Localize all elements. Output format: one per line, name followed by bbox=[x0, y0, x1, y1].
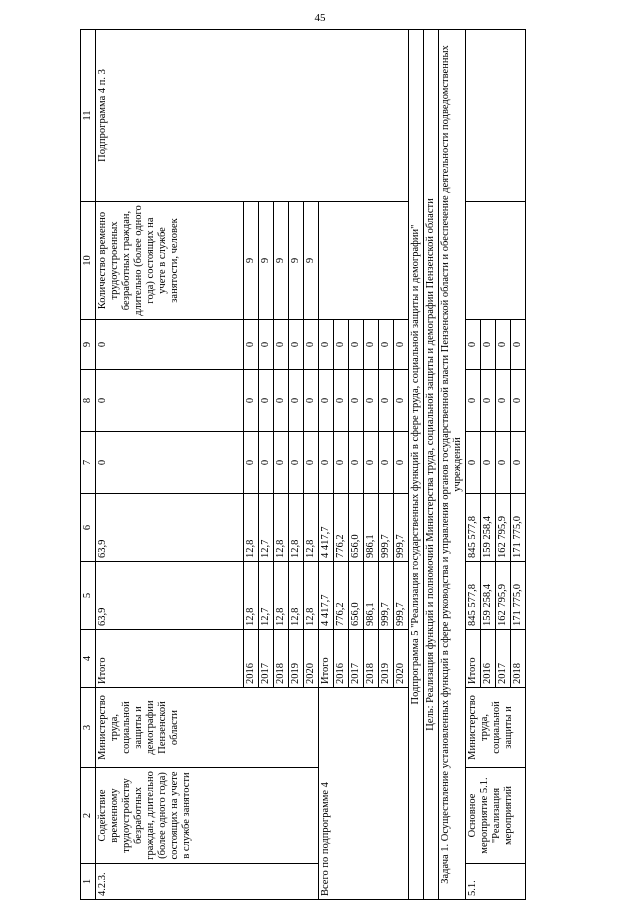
value-cell: 9 bbox=[289, 202, 304, 320]
col-header: 9 bbox=[81, 320, 96, 370]
goal-text: Цель: Реализация функций и полномочий Министерства труда, социальной защиты и демографии Пензенской области bbox=[424, 30, 439, 900]
value-cell: 0 bbox=[274, 432, 289, 494]
value-cell: 999,7 bbox=[379, 494, 394, 562]
subprogram-total-label: Всего по подпрограмме 4 bbox=[319, 688, 409, 900]
measure-name: Содействие временному трудоустройству безработных граждан, длительно (более одного года) состоящих на учете в службе занятости bbox=[96, 768, 319, 864]
value-cell: 0 bbox=[244, 432, 259, 494]
col-header: 6 bbox=[81, 494, 96, 562]
table-wrapper bbox=[80, 30, 640, 900]
empty-cell bbox=[466, 30, 526, 202]
value-cell: 12,8 bbox=[304, 494, 319, 562]
value-cell: 0 bbox=[259, 370, 274, 432]
value-cell: 0 bbox=[96, 432, 244, 494]
value-cell: 845 577,8 bbox=[466, 562, 481, 630]
value-cell: 656,0 bbox=[349, 494, 364, 562]
program-link: Подпрограмма 4 п. 3 bbox=[96, 30, 409, 202]
value-cell: 0 bbox=[496, 370, 511, 432]
value-cell: 9 bbox=[304, 202, 319, 320]
year-cell: 2018 bbox=[364, 630, 379, 688]
executor: Министерство труда, социальной защиты и bbox=[466, 688, 526, 768]
value-cell: 0 bbox=[364, 320, 379, 370]
col-header: 7 bbox=[81, 432, 96, 494]
value-cell: 0 bbox=[496, 432, 511, 494]
value-cell: 0 bbox=[481, 432, 496, 494]
rotated-table-area bbox=[80, 30, 640, 900]
value-cell: 162 795,9 bbox=[496, 494, 511, 562]
value-cell: 0 bbox=[334, 432, 349, 494]
col-header: 11 bbox=[81, 30, 96, 202]
value-cell: 159 258,4 bbox=[481, 494, 496, 562]
col-header: 3 bbox=[81, 688, 96, 768]
value-cell: 776,2 bbox=[334, 494, 349, 562]
col-header: 5 bbox=[81, 562, 96, 630]
value-cell: 0 bbox=[244, 320, 259, 370]
year-cell: 2018 bbox=[511, 630, 526, 688]
value-cell: 0 bbox=[349, 320, 364, 370]
value-cell: 0 bbox=[481, 370, 496, 432]
value-cell: 0 bbox=[349, 432, 364, 494]
value-cell: 4 417,7 bbox=[319, 562, 334, 630]
value-cell: 999,7 bbox=[394, 494, 409, 562]
year-cell: Итого bbox=[96, 630, 244, 688]
year-cell: 2019 bbox=[289, 630, 304, 688]
value-cell: 0 bbox=[511, 432, 526, 494]
value-cell: 0 bbox=[334, 370, 349, 432]
value-cell: 171 775,0 bbox=[511, 494, 526, 562]
col-header: 2 bbox=[81, 768, 96, 864]
value-cell: 0 bbox=[394, 320, 409, 370]
year-cell: 2016 bbox=[334, 630, 349, 688]
value-cell: 0 bbox=[334, 320, 349, 370]
year-cell: 2016 bbox=[244, 630, 259, 688]
col-header: 4 bbox=[81, 630, 96, 688]
value-cell: 63,9 bbox=[96, 562, 244, 630]
value-cell: 9 bbox=[244, 202, 259, 320]
value-cell: 0 bbox=[511, 370, 526, 432]
value-cell: 0 bbox=[379, 370, 394, 432]
col-header: 1 bbox=[81, 864, 96, 900]
value-cell: 0 bbox=[289, 370, 304, 432]
value-cell: 0 bbox=[259, 432, 274, 494]
value-cell: 0 bbox=[244, 370, 259, 432]
value-cell: 0 bbox=[274, 370, 289, 432]
value-cell: 0 bbox=[319, 370, 334, 432]
value-cell: 0 bbox=[466, 432, 481, 494]
value-cell: 63,9 bbox=[96, 494, 244, 562]
value-cell: 0 bbox=[511, 320, 526, 370]
value-cell: 0 bbox=[96, 370, 244, 432]
value-cell: 0 bbox=[304, 432, 319, 494]
value-cell: 12,7 bbox=[259, 562, 274, 630]
empty-cell bbox=[319, 202, 409, 320]
value-cell: 0 bbox=[466, 320, 481, 370]
value-cell: 0 bbox=[304, 370, 319, 432]
value-cell: 0 bbox=[379, 432, 394, 494]
year-cell: 2020 bbox=[304, 630, 319, 688]
indicator-cell: Количество временно трудоустроенных безработных граждан, длительно (более одного года) состоящих на учете в службе занятости, человек bbox=[96, 202, 244, 320]
year-cell: 2017 bbox=[496, 630, 511, 688]
value-cell: 656,0 bbox=[349, 562, 364, 630]
executor: Министерство труда, социальной защиты и демографии Пензенской области bbox=[96, 688, 319, 768]
value-cell: 9 bbox=[259, 202, 274, 320]
section-row bbox=[409, 30, 424, 900]
col-header: 10 bbox=[81, 202, 96, 320]
row-number: 4.2.3. bbox=[96, 864, 319, 900]
table-row bbox=[466, 30, 481, 900]
program-table bbox=[80, 29, 526, 900]
value-cell: 0 bbox=[274, 320, 289, 370]
year-cell: Итого bbox=[319, 630, 334, 688]
value-cell: 0 bbox=[364, 370, 379, 432]
value-cell: 986,1 bbox=[364, 494, 379, 562]
value-cell: 0 bbox=[481, 320, 496, 370]
header-row bbox=[81, 30, 96, 900]
value-cell: 12,8 bbox=[274, 494, 289, 562]
value-cell: 0 bbox=[379, 320, 394, 370]
year-cell: 2016 bbox=[481, 630, 496, 688]
value-cell: 12,8 bbox=[304, 562, 319, 630]
value-cell: 159 258,4 bbox=[481, 562, 496, 630]
value-cell: 776,2 bbox=[334, 562, 349, 630]
value-cell: 999,7 bbox=[379, 562, 394, 630]
year-cell: 2019 bbox=[379, 630, 394, 688]
page-number: 45 bbox=[314, 12, 326, 24]
subprogram-title: Подпрограмма 5 "Реализация государственных функций в сфере труда, социальной защиты и демографии" bbox=[409, 30, 424, 900]
value-cell: 0 bbox=[319, 320, 334, 370]
value-cell: 0 bbox=[319, 432, 334, 494]
year-cell: 2020 bbox=[394, 630, 409, 688]
value-cell: 0 bbox=[364, 432, 379, 494]
value-cell: 4 417,7 bbox=[319, 494, 334, 562]
value-cell: 0 bbox=[496, 320, 511, 370]
row-number: 5.1. bbox=[466, 864, 526, 900]
year-cell: Итого bbox=[466, 630, 481, 688]
value-cell: 0 bbox=[96, 320, 244, 370]
task-text: Задача 1. Осуществление установленных функций в сфере руководства и управления органов государственной власти Пензенской области и обеспечение деятельности подведомственных учреждений bbox=[439, 30, 466, 900]
value-cell: 0 bbox=[304, 320, 319, 370]
year-cell: 2017 bbox=[259, 630, 274, 688]
value-cell: 0 bbox=[394, 370, 409, 432]
value-cell: 12,8 bbox=[274, 562, 289, 630]
value-cell: 12,8 bbox=[244, 562, 259, 630]
value-cell: 0 bbox=[466, 370, 481, 432]
value-cell: 12,8 bbox=[289, 494, 304, 562]
value-cell: 0 bbox=[349, 370, 364, 432]
value-cell: 162 795,9 bbox=[496, 562, 511, 630]
value-cell: 0 bbox=[289, 320, 304, 370]
section-row bbox=[439, 30, 466, 900]
value-cell: 9 bbox=[274, 202, 289, 320]
value-cell: 0 bbox=[394, 432, 409, 494]
value-cell: 12,8 bbox=[289, 562, 304, 630]
value-cell: 986,1 bbox=[364, 562, 379, 630]
value-cell: 171 775,0 bbox=[511, 562, 526, 630]
table-row bbox=[96, 30, 244, 900]
value-cell: 0 bbox=[259, 320, 274, 370]
value-cell: 845 577,8 bbox=[466, 494, 481, 562]
measure-name: Основное мероприятие 5.1. "Реализация мероприятий bbox=[466, 768, 526, 864]
value-cell: 0 bbox=[289, 432, 304, 494]
value-cell: 12,8 bbox=[244, 494, 259, 562]
year-cell: 2017 bbox=[349, 630, 364, 688]
empty-cell bbox=[466, 202, 526, 320]
value-cell: 12,7 bbox=[259, 494, 274, 562]
col-header: 8 bbox=[81, 370, 96, 432]
value-cell: 999,7 bbox=[394, 562, 409, 630]
year-cell: 2018 bbox=[274, 630, 289, 688]
section-row bbox=[424, 30, 439, 900]
